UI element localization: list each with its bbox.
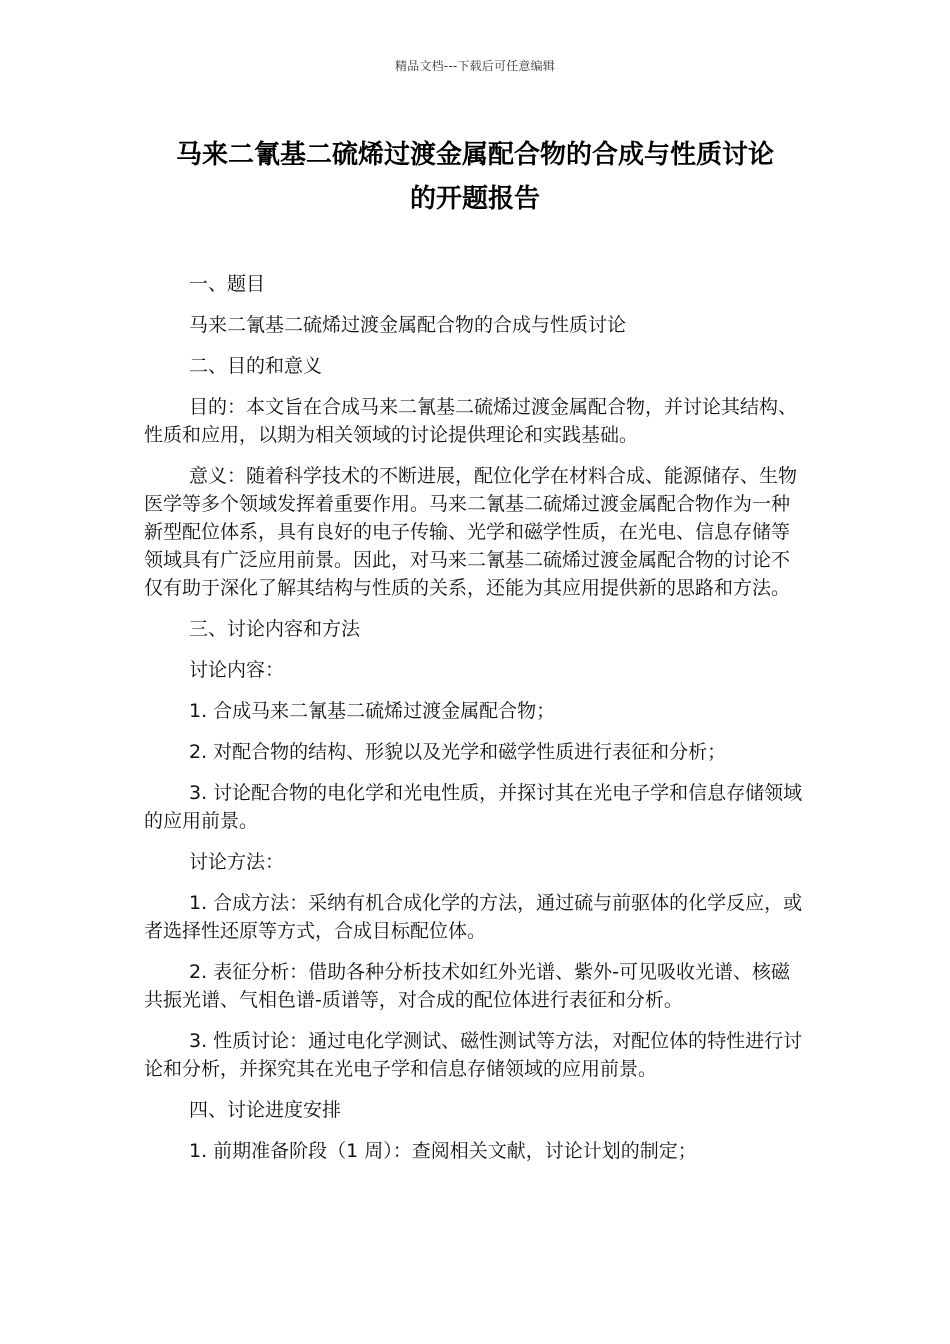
title-line-1: 马来二氰基二硫烯过渡金属配合物的合成与性质讨论 bbox=[175, 140, 774, 170]
method-label: 讨论方法： bbox=[189, 851, 285, 873]
section-heading-purpose: 二、目的和意义 bbox=[189, 355, 323, 377]
purpose-paragraph: 目的：本文旨在合成马来二氰基二硫烯过渡金属配合物，并讨论其结构、性质和应用，以期为相关领域的讨论提供理论和实践基础。 bbox=[144, 396, 798, 446]
schedule-item-1: 1. 前期准备阶段（1 周）：查阅相关文献，讨论计划的制定； bbox=[189, 1140, 697, 1162]
section-heading-topic: 一、题目 bbox=[189, 273, 266, 295]
header-note: 精品文档---下载后可任意编辑 bbox=[395, 59, 555, 73]
content-item-1: 1. 合成马来二氰基二硫烯过渡金属配合物； bbox=[189, 700, 556, 722]
content-item-2: 2. 对配合物的结构、形貌以及光学和磁学性质进行表征和分析； bbox=[189, 741, 727, 763]
topic-text: 马来二氰基二硫烯过渡金属配合物的合成与性质讨论 bbox=[189, 314, 627, 336]
method-item-2: 2. 表征分析：借助各种分析技术如红外光谱、紫外-可见吸收光谱、核磁共振光谱、气相色谱-质谱等，对合成的配位体进行表征和分析。 bbox=[144, 961, 791, 1011]
content-item-3: 3. 讨论配合物的电化学和光电性质，并探讨其在光电子学和信息存储领域的应用前景。 bbox=[144, 782, 803, 832]
title-line-2: 的开题报告 bbox=[409, 184, 540, 214]
method-item-3: 3. 性质讨论：通过电化学测试、磁性测试等方法，对配位体的特性进行讨论和分析，并探究其在光电子学和信息存储领域的应用前景。 bbox=[144, 1030, 803, 1080]
document-body bbox=[144, 270, 804, 1178]
content-label: 讨论内容： bbox=[189, 659, 285, 681]
document-title bbox=[130, 133, 820, 221]
significance-paragraph: 意义：随着科学技术的不断进展，配位化学在材料合成、能源储存、生物医学等多个领域发挥着重要作用。马来二氰基二硫烯过渡金属配合物作为一种新型配位体系，具有良好的电子传输、光学和磁学性质，在光电、信息存储等领域具有广泛应用前景。因此，对马来二氰基二硫烯过渡金属配合物的讨论不仅有助于深化了解其结构与性质的关系，还能为其应用提供新的思路和方法。 bbox=[144, 465, 798, 599]
section-heading-schedule: 四、讨论进度安排 bbox=[189, 1099, 342, 1121]
section-heading-content-method: 三、讨论内容和方法 bbox=[189, 618, 361, 640]
method-item-1: 1. 合成方法：采纳有机合成化学的方法，通过硫与前驱体的化学反应，或者选择性还原等方式，合成目标配位体。 bbox=[144, 892, 803, 942]
